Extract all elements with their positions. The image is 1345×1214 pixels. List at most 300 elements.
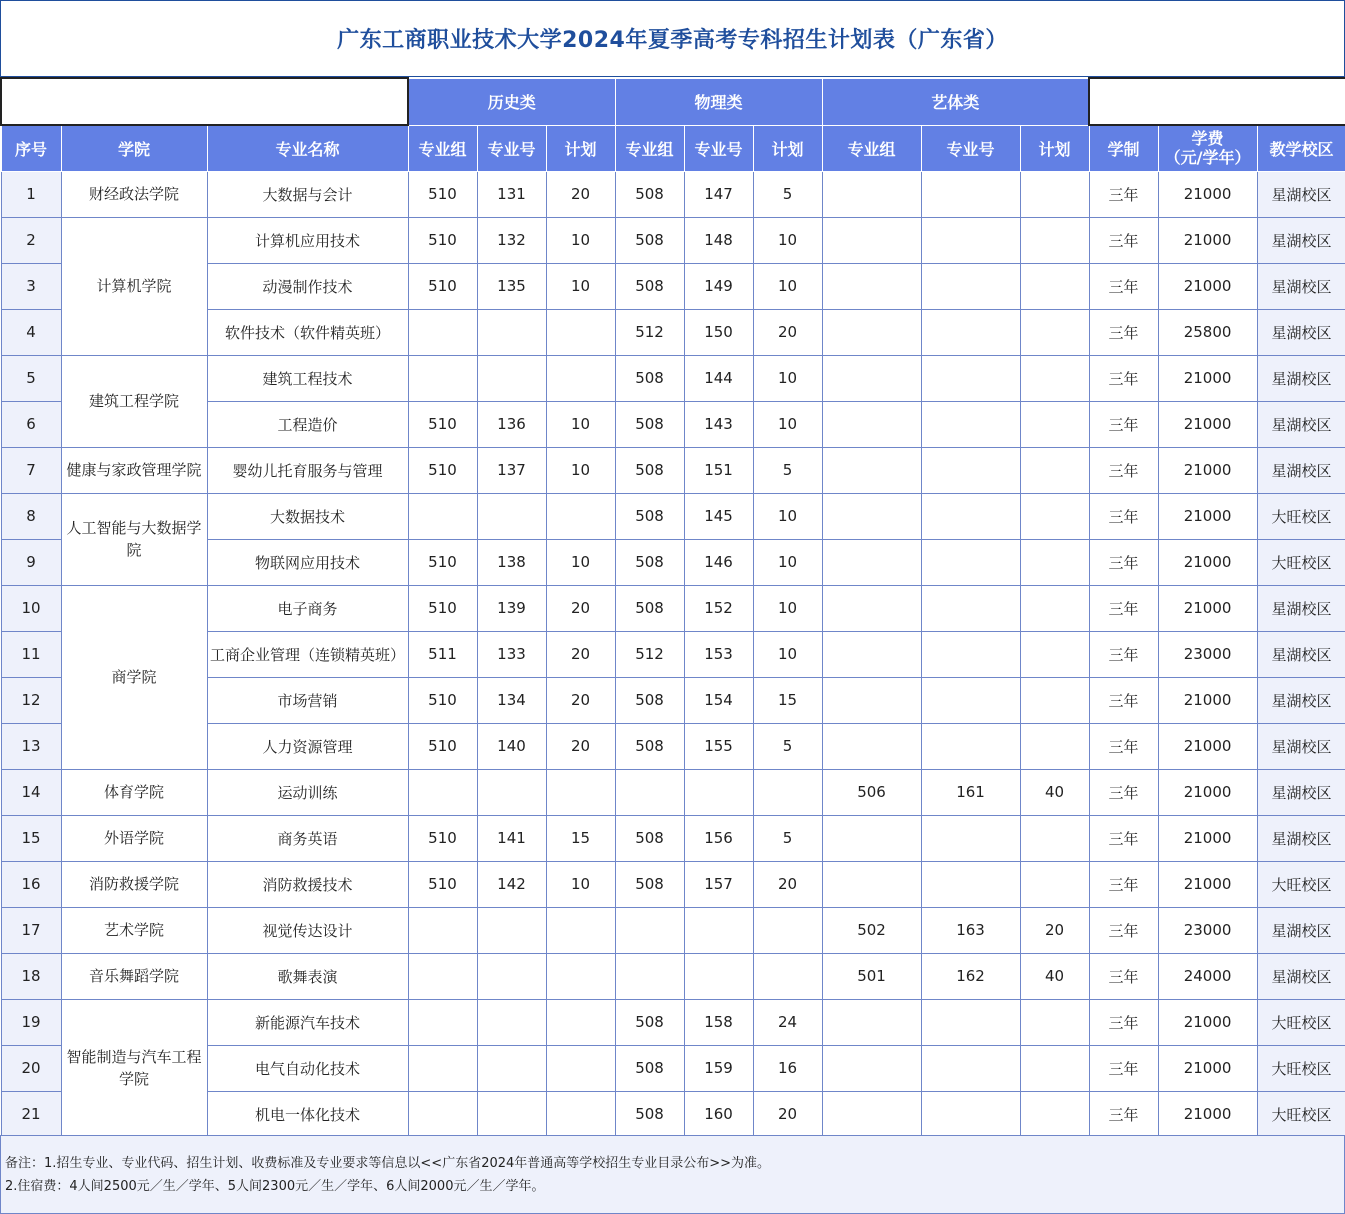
cell-art-code	[921, 309, 1020, 355]
cell-art-group	[822, 1045, 921, 1091]
cell-history-group	[408, 1091, 477, 1137]
cell-history-code	[477, 999, 546, 1045]
cell-physics-plan: 10	[753, 355, 822, 401]
cell-fee: 23000	[1158, 631, 1257, 677]
cell-physics-code: 152	[684, 585, 753, 631]
cell-art-group	[822, 631, 921, 677]
cell-major: 市场营销	[207, 677, 408, 723]
cell-college: 健康与家政管理学院	[61, 447, 207, 493]
col-physics-plan: 计划	[753, 125, 822, 171]
cell-history-code: 131	[477, 171, 546, 217]
cell-physics-plan	[753, 907, 822, 953]
cell-history-group	[408, 493, 477, 539]
cell-physics-group: 508	[615, 723, 684, 769]
cell-physics-plan: 20	[753, 1091, 822, 1137]
cell-physics-group: 508	[615, 447, 684, 493]
cell-college: 计算机学院	[61, 217, 207, 355]
cell-physics-code: 149	[684, 263, 753, 309]
cell-art-group	[822, 171, 921, 217]
cell-art-group	[822, 677, 921, 723]
cell-major: 建筑工程技术	[207, 355, 408, 401]
cell-duration: 三年	[1089, 677, 1158, 723]
cell-history-group: 510	[408, 861, 477, 907]
cell-history-plan: 20	[546, 631, 615, 677]
cell-campus: 星湖校区	[1257, 723, 1345, 769]
cell-history-group	[408, 1045, 477, 1091]
cell-art-group	[822, 585, 921, 631]
cell-campus: 星湖校区	[1257, 171, 1345, 217]
cell-history-group	[408, 907, 477, 953]
table-body	[1, 171, 1345, 1137]
cell-seq: 7	[1, 447, 61, 493]
cell-history-code: 133	[477, 631, 546, 677]
cell-duration: 三年	[1089, 723, 1158, 769]
cell-history-group: 510	[408, 585, 477, 631]
category-physics: 物理类	[615, 78, 822, 125]
cell-art-plan: 20	[1020, 907, 1089, 953]
table-row	[1, 493, 1345, 539]
cell-history-plan	[546, 953, 615, 999]
cell-major: 软件技术（软件精英班）	[207, 309, 408, 355]
cell-history-group	[408, 355, 477, 401]
cell-art-group	[822, 539, 921, 585]
col-physics-code: 专业号	[684, 125, 753, 171]
cell-fee: 21000	[1158, 217, 1257, 263]
cell-physics-code: 150	[684, 309, 753, 355]
cell-physics-code: 154	[684, 677, 753, 723]
cell-fee: 21000	[1158, 815, 1257, 861]
cell-history-plan: 10	[546, 217, 615, 263]
cell-fee: 21000	[1158, 447, 1257, 493]
cell-physics-group: 508	[615, 585, 684, 631]
cell-duration: 三年	[1089, 217, 1158, 263]
cell-art-code	[921, 585, 1020, 631]
cell-seq: 12	[1, 677, 61, 723]
cell-fee: 21000	[1158, 401, 1257, 447]
col-fee-line2: （元/学年）	[1164, 148, 1251, 168]
page-title: 广东工商职业技术大学2024年夏季高考专科招生计划表（广东省）	[337, 28, 1008, 53]
table-row	[1, 217, 1345, 263]
cell-physics-group: 508	[615, 677, 684, 723]
table-row	[1, 907, 1345, 953]
cell-college: 商学院	[61, 585, 207, 769]
cell-campus: 星湖校区	[1257, 815, 1345, 861]
cell-campus: 星湖校区	[1257, 631, 1345, 677]
cell-campus: 星湖校区	[1257, 447, 1345, 493]
cell-physics-code: 143	[684, 401, 753, 447]
cell-art-code	[921, 1045, 1020, 1091]
cell-history-group: 510	[408, 217, 477, 263]
cell-physics-code: 148	[684, 217, 753, 263]
cell-history-group	[408, 769, 477, 815]
cell-art-plan	[1020, 493, 1089, 539]
column-header-row	[1, 125, 1345, 171]
cell-duration: 三年	[1089, 585, 1158, 631]
col-duration: 学制	[1089, 125, 1158, 171]
cell-physics-group: 508	[615, 493, 684, 539]
table-row	[1, 447, 1345, 493]
cell-seq: 2	[1, 217, 61, 263]
cell-duration: 三年	[1089, 907, 1158, 953]
cell-art-group	[822, 1091, 921, 1137]
cell-history-plan: 10	[546, 539, 615, 585]
cell-major: 计算机应用技术	[207, 217, 408, 263]
cell-physics-plan: 20	[753, 861, 822, 907]
cell-duration: 三年	[1089, 171, 1158, 217]
cell-physics-group: 508	[615, 815, 684, 861]
table-row	[1, 355, 1345, 401]
cell-history-group: 510	[408, 263, 477, 309]
cell-seq: 20	[1, 1045, 61, 1091]
cell-physics-plan: 10	[753, 493, 822, 539]
cell-duration: 三年	[1089, 263, 1158, 309]
cell-college: 财经政法学院	[61, 171, 207, 217]
cell-art-plan: 40	[1020, 769, 1089, 815]
col-art-code: 专业号	[921, 125, 1020, 171]
cell-art-code: 162	[921, 953, 1020, 999]
cell-fee: 21000	[1158, 263, 1257, 309]
table-row	[1, 815, 1345, 861]
cell-physics-group: 508	[615, 217, 684, 263]
cell-art-code	[921, 861, 1020, 907]
cell-physics-plan: 10	[753, 585, 822, 631]
cell-physics-code: 147	[684, 171, 753, 217]
cell-major: 消防救援技术	[207, 861, 408, 907]
cell-physics-code: 158	[684, 999, 753, 1045]
cell-seq: 5	[1, 355, 61, 401]
cell-history-plan	[546, 1091, 615, 1137]
notes-box	[0, 1135, 1345, 1214]
cell-seq: 10	[1, 585, 61, 631]
cell-physics-group: 512	[615, 309, 684, 355]
cell-history-group: 510	[408, 447, 477, 493]
cell-seq: 15	[1, 815, 61, 861]
cell-physics-code: 146	[684, 539, 753, 585]
cell-history-code	[477, 309, 546, 355]
cell-physics-plan: 10	[753, 217, 822, 263]
cell-history-plan: 10	[546, 401, 615, 447]
cell-art-code	[921, 355, 1020, 401]
cell-physics-plan: 5	[753, 723, 822, 769]
cell-physics-plan: 10	[753, 631, 822, 677]
cell-history-group: 510	[408, 171, 477, 217]
table-row	[1, 953, 1345, 999]
cell-campus: 星湖校区	[1257, 677, 1345, 723]
note-line-1: 备注：1.招生专业、专业代码、招生计划、收费标准及专业要求等信息以<<广东省2024年普通高等学校招生专业目录公布>>为准。	[5, 1156, 771, 1171]
cell-duration: 三年	[1089, 447, 1158, 493]
cell-campus: 星湖校区	[1257, 401, 1345, 447]
cell-physics-plan: 10	[753, 401, 822, 447]
cell-college: 体育学院	[61, 769, 207, 815]
cell-history-plan	[546, 769, 615, 815]
cell-art-group: 501	[822, 953, 921, 999]
cell-history-plan: 10	[546, 447, 615, 493]
col-major: 专业名称	[207, 125, 408, 171]
cell-history-code: 140	[477, 723, 546, 769]
cell-art-group	[822, 263, 921, 309]
cell-major: 电子商务	[207, 585, 408, 631]
cell-physics-group: 508	[615, 263, 684, 309]
cell-art-plan	[1020, 217, 1089, 263]
cell-physics-group: 512	[615, 631, 684, 677]
cell-history-group: 510	[408, 539, 477, 585]
cell-seq: 11	[1, 631, 61, 677]
cell-physics-code: 153	[684, 631, 753, 677]
cell-college: 建筑工程学院	[61, 355, 207, 447]
cell-physics-group: 508	[615, 539, 684, 585]
cell-duration: 三年	[1089, 309, 1158, 355]
col-fee	[1158, 125, 1257, 171]
cell-physics-code: 155	[684, 723, 753, 769]
table-row	[1, 585, 1345, 631]
cell-physics-code: 145	[684, 493, 753, 539]
cell-seq: 13	[1, 723, 61, 769]
cell-physics-plan: 5	[753, 815, 822, 861]
cell-duration: 三年	[1089, 493, 1158, 539]
cell-physics-group: 508	[615, 999, 684, 1045]
cell-major: 动漫制作技术	[207, 263, 408, 309]
cell-major: 大数据技术	[207, 493, 408, 539]
cell-art-plan	[1020, 631, 1089, 677]
cell-physics-code: 144	[684, 355, 753, 401]
col-history-group: 专业组	[408, 125, 477, 171]
cell-duration: 三年	[1089, 401, 1158, 447]
cell-art-group	[822, 401, 921, 447]
cell-history-plan	[546, 999, 615, 1045]
cell-art-plan	[1020, 815, 1089, 861]
cell-seq: 14	[1, 769, 61, 815]
cell-art-plan	[1020, 861, 1089, 907]
cell-physics-plan: 20	[753, 309, 822, 355]
cell-art-code	[921, 447, 1020, 493]
cell-history-code: 135	[477, 263, 546, 309]
cell-art-group	[822, 815, 921, 861]
cell-history-plan: 20	[546, 171, 615, 217]
col-history-code: 专业号	[477, 125, 546, 171]
cell-art-code	[921, 539, 1020, 585]
cell-art-group: 502	[822, 907, 921, 953]
category-header-row	[1, 78, 1345, 125]
col-art-plan: 计划	[1020, 125, 1089, 171]
cell-art-plan	[1020, 171, 1089, 217]
cell-campus: 大旺校区	[1257, 539, 1345, 585]
table-row	[1, 861, 1345, 907]
col-physics-group: 专业组	[615, 125, 684, 171]
cell-seq: 4	[1, 309, 61, 355]
cell-art-code	[921, 999, 1020, 1045]
cell-art-group	[822, 723, 921, 769]
cell-major: 工程造价	[207, 401, 408, 447]
cell-campus: 大旺校区	[1257, 999, 1345, 1045]
cell-seq: 19	[1, 999, 61, 1045]
cell-art-plan	[1020, 677, 1089, 723]
cell-art-plan: 40	[1020, 953, 1089, 999]
cell-art-plan	[1020, 355, 1089, 401]
header-blank-right	[1089, 78, 1345, 125]
cell-history-code	[477, 953, 546, 999]
cell-seq: 16	[1, 861, 61, 907]
cell-history-plan: 20	[546, 677, 615, 723]
cell-history-plan: 20	[546, 585, 615, 631]
enrollment-table	[0, 77, 1345, 1138]
cell-art-code	[921, 815, 1020, 861]
cell-history-plan	[546, 493, 615, 539]
cell-history-code: 137	[477, 447, 546, 493]
cell-campus: 星湖校区	[1257, 907, 1345, 953]
cell-campus: 大旺校区	[1257, 493, 1345, 539]
cell-duration: 三年	[1089, 539, 1158, 585]
cell-art-code: 161	[921, 769, 1020, 815]
cell-seq: 6	[1, 401, 61, 447]
cell-art-code	[921, 723, 1020, 769]
cell-physics-plan: 16	[753, 1045, 822, 1091]
cell-fee: 21000	[1158, 677, 1257, 723]
cell-major: 人力资源管理	[207, 723, 408, 769]
cell-fee: 21000	[1158, 539, 1257, 585]
cell-fee: 21000	[1158, 1091, 1257, 1137]
cell-fee: 24000	[1158, 953, 1257, 999]
col-campus: 教学校区	[1257, 125, 1345, 171]
cell-art-group	[822, 355, 921, 401]
cell-physics-code: 151	[684, 447, 753, 493]
title-box	[0, 0, 1345, 77]
cell-history-code: 141	[477, 815, 546, 861]
cell-physics-group: 508	[615, 1045, 684, 1091]
cell-physics-group: 508	[615, 861, 684, 907]
cell-history-code: 142	[477, 861, 546, 907]
cell-art-code: 163	[921, 907, 1020, 953]
cell-history-group	[408, 999, 477, 1045]
cell-campus: 星湖校区	[1257, 309, 1345, 355]
cell-major: 新能源汽车技术	[207, 999, 408, 1045]
cell-campus: 星湖校区	[1257, 217, 1345, 263]
cell-history-code	[477, 907, 546, 953]
cell-seq: 21	[1, 1091, 61, 1137]
cell-art-group	[822, 493, 921, 539]
cell-history-group: 510	[408, 723, 477, 769]
cell-art-code	[921, 493, 1020, 539]
cell-physics-plan	[753, 769, 822, 815]
cell-duration: 三年	[1089, 1091, 1158, 1137]
cell-art-group	[822, 447, 921, 493]
table-row	[1, 769, 1345, 815]
cell-history-group	[408, 953, 477, 999]
cell-seq: 3	[1, 263, 61, 309]
cell-physics-group	[615, 953, 684, 999]
cell-art-code	[921, 401, 1020, 447]
cell-physics-group	[615, 769, 684, 815]
cell-physics-plan: 5	[753, 447, 822, 493]
cell-art-code	[921, 1091, 1020, 1137]
cell-duration: 三年	[1089, 861, 1158, 907]
cell-major: 工商企业管理（连锁精英班）	[207, 631, 408, 677]
category-art: 艺体类	[822, 78, 1089, 125]
cell-physics-group: 508	[615, 355, 684, 401]
cell-college: 消防救援学院	[61, 861, 207, 907]
cell-major: 歌舞表演	[207, 953, 408, 999]
header-blank-left	[1, 78, 408, 125]
table-row	[1, 171, 1345, 217]
cell-history-group: 510	[408, 401, 477, 447]
cell-history-code	[477, 493, 546, 539]
cell-campus: 星湖校区	[1257, 263, 1345, 309]
cell-duration: 三年	[1089, 769, 1158, 815]
cell-history-plan: 20	[546, 723, 615, 769]
cell-college: 艺术学院	[61, 907, 207, 953]
col-history-plan: 计划	[546, 125, 615, 171]
cell-history-plan	[546, 355, 615, 401]
cell-physics-plan: 24	[753, 999, 822, 1045]
cell-history-plan	[546, 309, 615, 355]
category-history: 历史类	[408, 78, 615, 125]
cell-major: 电气自动化技术	[207, 1045, 408, 1091]
cell-art-group: 506	[822, 769, 921, 815]
cell-history-group: 510	[408, 677, 477, 723]
cell-physics-group	[615, 907, 684, 953]
cell-major: 婴幼儿托育服务与管理	[207, 447, 408, 493]
cell-art-code	[921, 631, 1020, 677]
cell-fee: 21000	[1158, 861, 1257, 907]
cell-art-plan	[1020, 585, 1089, 631]
cell-history-code	[477, 355, 546, 401]
cell-campus: 星湖校区	[1257, 355, 1345, 401]
cell-art-group	[822, 217, 921, 263]
note-line-2: 2.住宿费：4人间2500元／生／学年、5人间2300元／生／学年、6人间2000元／生／学年。	[5, 1179, 545, 1194]
cell-physics-plan: 10	[753, 539, 822, 585]
cell-physics-group: 508	[615, 1091, 684, 1137]
cell-art-plan	[1020, 309, 1089, 355]
cell-history-plan	[546, 1045, 615, 1091]
cell-history-plan: 15	[546, 815, 615, 861]
cell-physics-code: 159	[684, 1045, 753, 1091]
cell-college: 外语学院	[61, 815, 207, 861]
cell-history-code: 138	[477, 539, 546, 585]
cell-history-code: 139	[477, 585, 546, 631]
col-college: 学院	[61, 125, 207, 171]
cell-fee: 23000	[1158, 907, 1257, 953]
cell-physics-group: 508	[615, 171, 684, 217]
cell-fee: 21000	[1158, 769, 1257, 815]
cell-duration: 三年	[1089, 355, 1158, 401]
cell-art-plan	[1020, 1091, 1089, 1137]
cell-college: 智能制造与汽车工程学院	[61, 999, 207, 1137]
cell-physics-code: 157	[684, 861, 753, 907]
cell-history-group: 510	[408, 815, 477, 861]
cell-seq: 8	[1, 493, 61, 539]
cell-college: 人工智能与大数据学院	[61, 493, 207, 585]
cell-physics-code	[684, 769, 753, 815]
cell-art-plan	[1020, 1045, 1089, 1091]
cell-art-plan	[1020, 263, 1089, 309]
cell-art-code	[921, 677, 1020, 723]
cell-physics-plan	[753, 953, 822, 999]
cell-seq: 9	[1, 539, 61, 585]
cell-art-plan	[1020, 447, 1089, 493]
cell-physics-plan: 5	[753, 171, 822, 217]
col-seq: 序号	[1, 125, 61, 171]
cell-art-plan	[1020, 999, 1089, 1045]
cell-fee: 21000	[1158, 999, 1257, 1045]
cell-history-group	[408, 309, 477, 355]
cell-art-code	[921, 171, 1020, 217]
cell-fee: 21000	[1158, 1045, 1257, 1091]
cell-history-code: 132	[477, 217, 546, 263]
cell-history-plan	[546, 907, 615, 953]
cell-physics-group: 508	[615, 401, 684, 447]
cell-physics-code: 160	[684, 1091, 753, 1137]
cell-major: 大数据与会计	[207, 171, 408, 217]
cell-history-plan: 10	[546, 861, 615, 907]
